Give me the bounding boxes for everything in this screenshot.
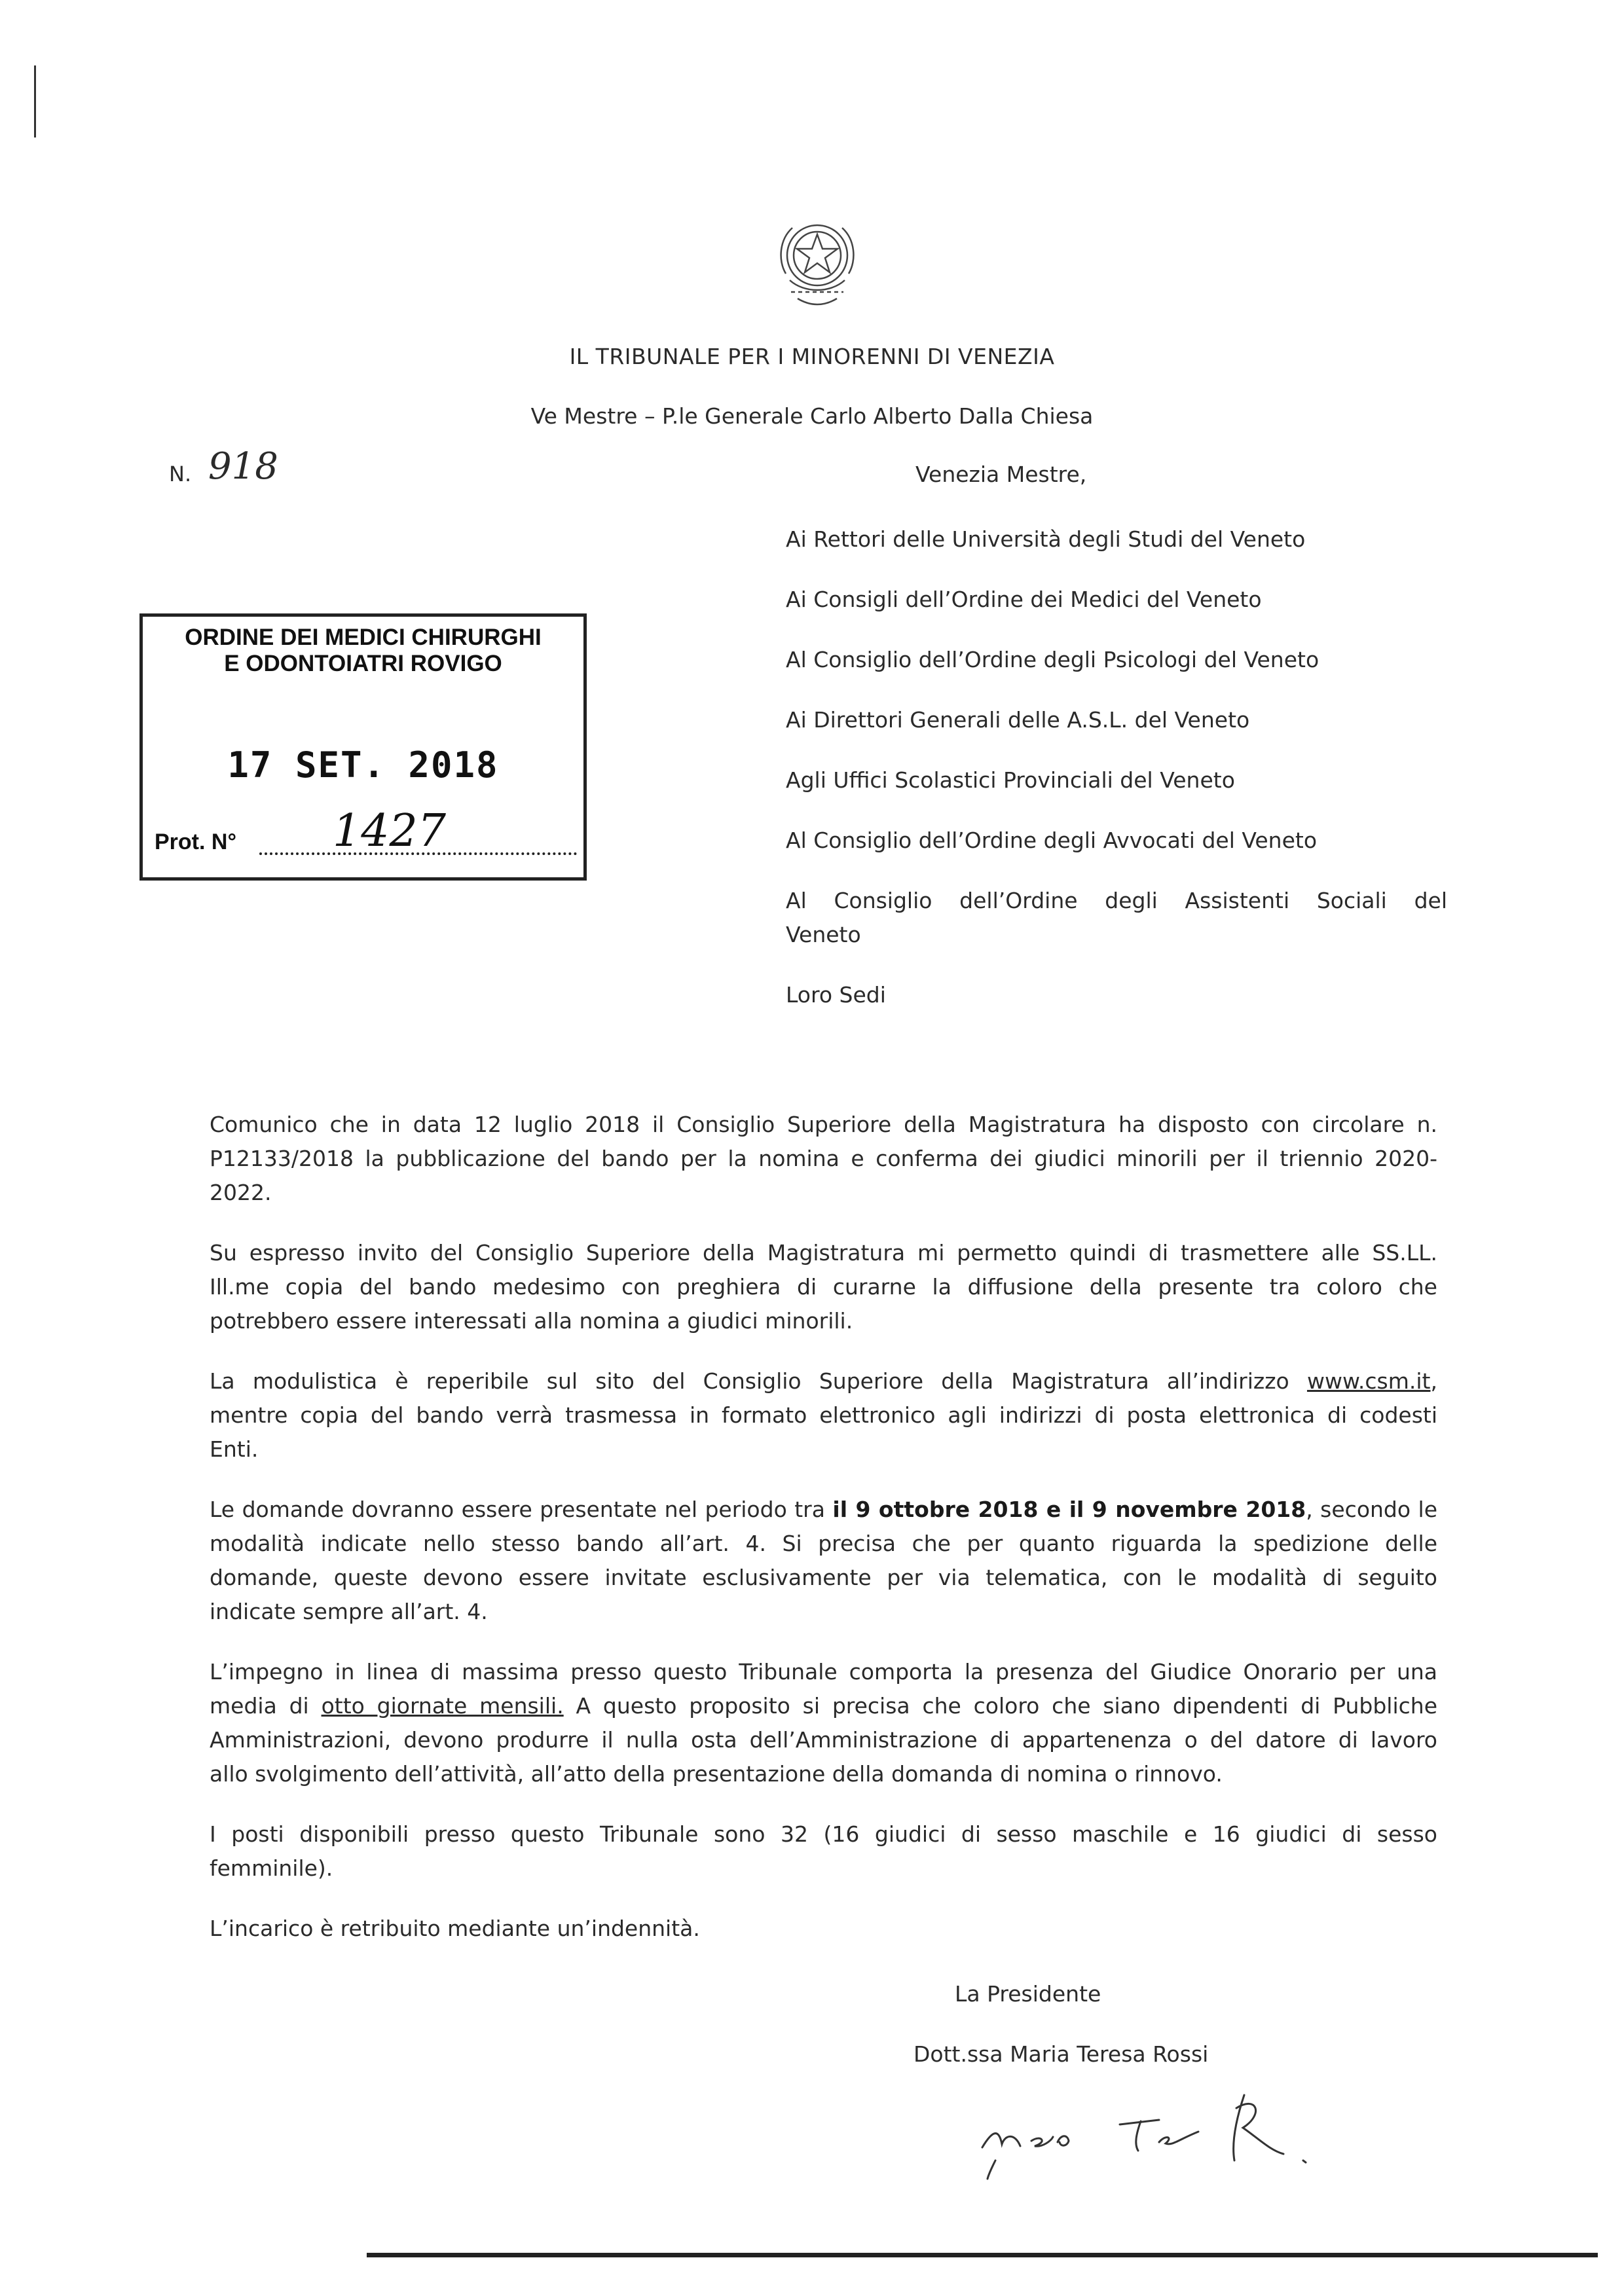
recipient-list bbox=[786, 522, 1447, 1038]
protocol-number-label: N. bbox=[169, 462, 192, 486]
stamp-date: 17 SET. 2018 bbox=[227, 744, 499, 786]
recipient-item: Ai Direttori Generali delle A.S.L. del Veneto bbox=[786, 707, 1250, 733]
website-link[interactable]: www.csm.it bbox=[1306, 1368, 1431, 1394]
stamp-protocol-label: Prot. N° bbox=[155, 829, 237, 854]
signatory-role: La Presidente bbox=[955, 1981, 1101, 2007]
paragraph: L’impegno in linea di massima presso questo Tribunale comporta la presenza del Giudice Onorario per una media di otto giornate mensili. A questo proposito si precisa che coloro che siano dipendenti di Pubbliche Amministrazioni, devono produrre il nulla osta dell’Amministrazione di appartenenza o del datore di lavoro allo svolgimento dell’attività, all’atto della presentazione della domanda di nomina o rinnovo. bbox=[210, 1659, 1437, 1787]
paragraph: Le domande dovranno essere presentate nel periodo tra il 9 ottobre 2018 e il 9 novembre 2018, secondo le modalità indicate nello stesso bando all’art. 4. Si precisa che per quanto riguarda la spedizione delle domande, queste devono essere invitate esclusivamente per via telematica, con le modalità di seguito indicate sempre all’art. 4. bbox=[210, 1497, 1437, 1624]
stamp-organization: ORDINE DEI MEDICI CHIRURGHI E ODONTOIATRI ROVIGO bbox=[185, 625, 542, 676]
recipient-item: Loro Sedi bbox=[786, 982, 886, 1008]
letter-body bbox=[210, 1108, 1437, 1972]
recipient-item: Al Consiglio dell’Ordine degli Psicologi del Veneto bbox=[786, 647, 1320, 672]
recipient-item: Al Consiglio dell’Ordine degli Assistenti Sociali del Veneto bbox=[786, 888, 1447, 947]
received-stamp bbox=[139, 613, 587, 881]
italian-republic-emblem-icon bbox=[752, 208, 883, 313]
paragraph: I posti disponibili presso questo Tribunale sono 32 (16 giudici di sesso maschile e 16 giudici di sesso femminile). bbox=[210, 1821, 1437, 1881]
scan-margin-mark bbox=[34, 65, 36, 137]
court-address: Ve Mestre – P.le Generale Carlo Alberto Dalla Chiesa bbox=[530, 403, 1094, 429]
recipient-item: Agli Uffici Scolastici Provinciali del Veneto bbox=[786, 767, 1235, 793]
paragraph: La modulistica è reperibile sul sito del Consiglio Superiore della Magistratura all’indirizzo www.csm.it, mentre copia del bando verrà trasmessa in formato elettronico agli indirizzi di posta elettronica di codesti Enti. bbox=[210, 1368, 1437, 1462]
protocol-number-handwritten: 918 bbox=[208, 445, 278, 488]
place-date: Venezia Mestre, bbox=[915, 462, 1087, 487]
recipient-item: Ai Consigli dell’Ordine dei Medici del Veneto bbox=[786, 587, 1262, 612]
recipient-item: Al Consiglio dell’Ordine degli Avvocati del Veneto bbox=[786, 828, 1318, 853]
handwritten-signature bbox=[969, 2069, 1336, 2180]
court-name: IL TRIBUNALE PER I MINORENNI DI VENEZIA bbox=[569, 344, 1055, 369]
bottom-rule bbox=[367, 2253, 1598, 2257]
paragraph: L’incarico è retribuito mediante un’indennità. bbox=[210, 1916, 700, 1941]
stamp-protocol-number: 1427 bbox=[333, 805, 447, 857]
signatory-name: Dott.ssa Maria Teresa Rossi bbox=[913, 2041, 1209, 2067]
recipient-item: Ai Rettori delle Università degli Studi del Veneto bbox=[786, 526, 1306, 552]
deadline-dates: il 9 ottobre 2018 e il 9 novembre 2018 bbox=[832, 1497, 1306, 1522]
paragraph: Su espresso invito del Consiglio Superiore della Magistratura mi permetto quindi di trasmettere alle SS.LL. Ill.me copia del bando medesimo con preghiera di curarne la diffusione della presente tra coloro che potrebbero essere interessati alla nomina a giudici minorili. bbox=[210, 1240, 1437, 1334]
paragraph: Comunico che in data 12 luglio 2018 il Consiglio Superiore della Magistratura ha disposto con circolare n. P12133/2018 la pubblicazione del bando per la nomina e conferma dei giudici minorili per il triennio 2020- 2022. bbox=[210, 1112, 1437, 1205]
underlined-days: otto giornate mensili. bbox=[321, 1693, 564, 1719]
